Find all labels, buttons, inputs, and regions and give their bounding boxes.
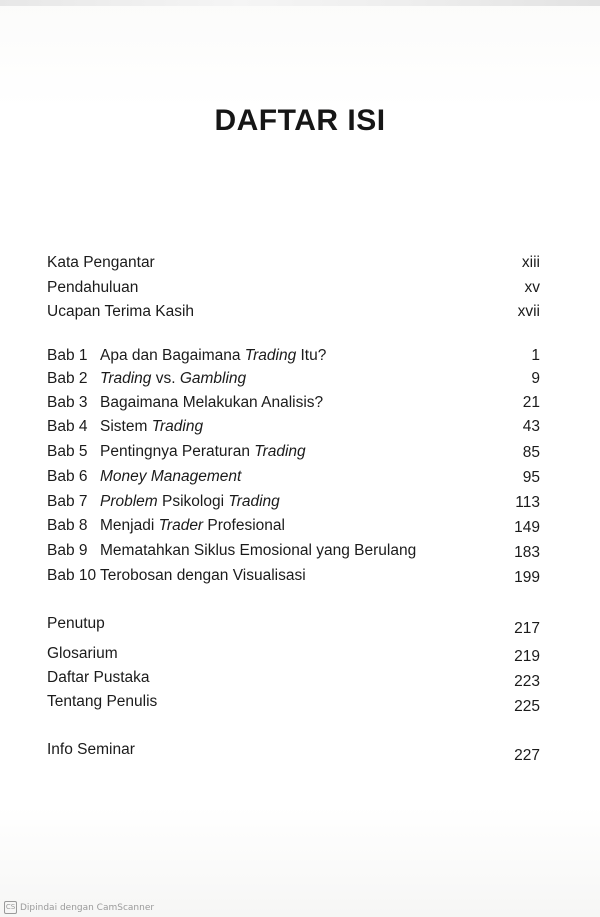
toc-entry: [47, 277, 540, 299]
chapter-title-part: Itu?: [296, 347, 327, 364]
toc-entry-title: Ucapan Terima Kasih: [47, 303, 195, 320]
chapter-title: [100, 540, 416, 562]
toc-entry: [47, 301, 540, 323]
chapter-title-italic-part: Trading: [254, 443, 306, 460]
toc-entry-page: xiii: [521, 254, 540, 271]
scanner-watermark: [4, 901, 154, 914]
toc-entry-page: xv: [524, 279, 540, 296]
chapter-page: 95: [522, 469, 540, 486]
chapter-page: 113: [515, 494, 540, 511]
toc-entry-page: 223: [514, 673, 540, 690]
chapter-title-italic-part: Trading: [228, 493, 280, 510]
chapter-title-part: Terobosan dengan Visualisasi: [100, 567, 306, 584]
chapter-title-italic-part: Gambling: [179, 370, 247, 387]
chapter-title-part: Bagaimana Melakukan Analisis?: [100, 394, 324, 411]
chapter-title-italic-part: Problem: [100, 493, 158, 510]
scanner-watermark-text: Dipindai dengan CamScanner: [20, 902, 155, 913]
toc-chapter-row: [47, 515, 540, 537]
chapter-number: Bab 4: [47, 418, 88, 435]
toc-chapter-row: [47, 441, 540, 463]
chapter-title: [100, 416, 203, 438]
toc-chapter-row: [47, 565, 540, 587]
chapter-number: Bab 6: [47, 468, 88, 485]
chapter-title-part: Apa dan Bagaimana: [100, 347, 245, 364]
chapter-title: [100, 515, 285, 537]
toc-chapter-row: [47, 466, 540, 488]
chapter-number: Bab 9: [47, 542, 88, 559]
toc-chapter-row: [47, 368, 540, 390]
chapter-title-part: Sistem: [100, 418, 152, 435]
toc-entry-page: xvii: [517, 303, 540, 320]
chapter-title: [100, 368, 246, 390]
toc-entry: [47, 252, 540, 274]
chapter-number: Bab 3: [47, 394, 88, 411]
chapter-page: 43: [522, 418, 540, 435]
toc-entry-page: 217: [514, 620, 540, 637]
scan-top-edge: [0, 0, 600, 6]
toc-entry-title: Tentang Penulis: [47, 693, 158, 710]
chapter-number: Bab 7: [47, 493, 88, 510]
chapter-title-italic-part: Trading: [100, 370, 152, 387]
camscanner-logo-icon: CS: [4, 901, 17, 914]
page-title: DAFTAR ISI: [214, 104, 386, 137]
toc-entry: [47, 643, 540, 665]
chapter-title-part: Mematahkan Siklus Emosional yang Berulang: [100, 542, 417, 559]
chapter-number: Bab 2: [47, 370, 88, 387]
chapter-title-part: Menjadi: [100, 517, 159, 534]
chapter-title: [100, 565, 306, 587]
chapter-title-part: Pentingnya Peraturan: [100, 443, 255, 460]
chapter-page: 85: [522, 444, 540, 461]
toc-entry-title: Pendahuluan: [47, 279, 139, 296]
chapter-number: Bab 5: [47, 443, 88, 460]
toc-entry-title: Glosarium: [47, 645, 118, 662]
chapter-title-part: vs.: [151, 370, 180, 387]
toc-chapter-row: [47, 491, 540, 513]
chapter-title: [100, 466, 241, 488]
chapter-title: [100, 491, 280, 513]
toc-chapter-row: [47, 392, 540, 414]
chapter-page: 1: [531, 347, 540, 364]
toc-entry: [47, 739, 540, 764]
chapter-page: 21: [522, 394, 540, 411]
toc-chapter-row: [47, 540, 540, 562]
toc-chapter-row: [47, 416, 540, 438]
toc-entry-page: 219: [514, 648, 540, 665]
toc-entry: [47, 691, 540, 713]
toc-entry-title: Kata Pengantar: [47, 254, 155, 271]
chapter-title-italic-part: Money Management: [100, 468, 242, 485]
toc-entry-page: 227: [514, 747, 540, 764]
chapter-title: [100, 441, 306, 463]
toc-entry: [47, 613, 540, 635]
chapter-title: [100, 345, 326, 367]
chapter-title-part: Psikologi: [157, 493, 229, 510]
toc-entry: [47, 667, 540, 689]
chapter-title-part: Profesional: [203, 517, 285, 534]
chapter-page: 183: [514, 544, 540, 561]
chapter-title: [100, 392, 323, 414]
toc-entry-page: 225: [514, 698, 540, 715]
toc-entry-title: Info Seminar: [47, 741, 135, 758]
chapter-page: 199: [514, 569, 540, 586]
toc-chapter-row: [47, 345, 540, 367]
chapter-title-italic-part: Trader: [158, 517, 204, 534]
chapter-number: Bab 1: [47, 347, 88, 364]
chapter-page: 149: [514, 519, 540, 536]
toc-entry-title: Daftar Pustaka: [47, 669, 150, 686]
toc-entry-title: Penutup: [47, 615, 105, 632]
chapter-number: Bab 8: [47, 517, 88, 534]
chapter-title-italic-part: Trading: [151, 418, 204, 435]
chapter-title-italic-part: Trading: [244, 347, 297, 364]
chapter-number: Bab 10: [47, 567, 97, 584]
chapter-page: 9: [531, 370, 540, 387]
